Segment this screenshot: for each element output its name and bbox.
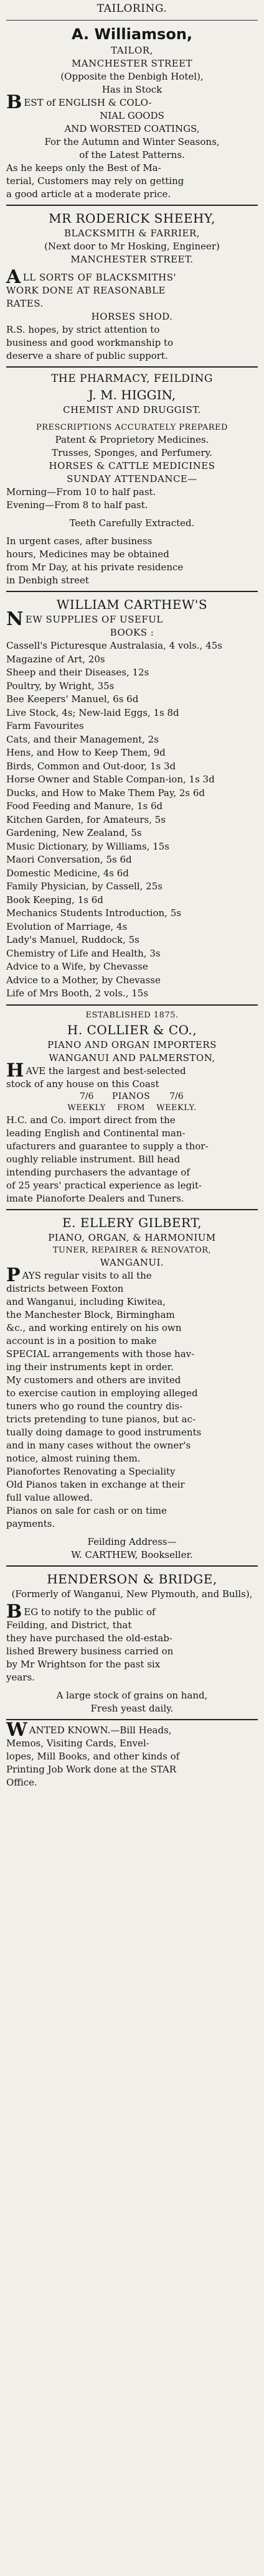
book-list-item: Lady's Manuel, Ruddock, 5s xyxy=(6,934,139,945)
ad-line: Trusses, Sponges, and Perfumery. xyxy=(52,447,212,458)
ad-body-line: to exercise caution in employing alleged xyxy=(6,1387,198,1399)
ad-body: Feilding, and District, that xyxy=(6,1619,132,1631)
trade-title: TAILOR, xyxy=(111,45,153,56)
ad-line: BEST of ENGLISH & COLO- xyxy=(6,91,152,113)
trade-title: PIANO, ORGAN, & HARMONIUM xyxy=(48,1231,216,1243)
section-header: THE PHARMACY, FEILDING xyxy=(51,373,213,385)
street-address: MANCHESTER STREET. xyxy=(70,254,194,265)
stock-intro: Has in Stock xyxy=(101,84,163,95)
stock-note: Fresh yeast daily. xyxy=(90,1702,174,1714)
piano-importer-advert xyxy=(6,1009,258,1205)
ad-body: leading English and Continental man- xyxy=(6,1127,186,1139)
book-list-item: Advice to a Mother, by Chevasse xyxy=(6,974,161,986)
ad-line: stock of any house on this Coast xyxy=(6,1078,159,1090)
advertiser-name: A. Williamson, xyxy=(71,25,193,43)
ad-note: In urgent cases, after business xyxy=(6,535,153,547)
blacksmith-advert xyxy=(6,210,258,363)
ad-body-line: Old Pianos taken in exchange at their xyxy=(6,1478,185,1490)
ad-body-line: account is in a position to make xyxy=(6,1335,157,1346)
book-list-item: Ducks, and How to Make Them Pay, 2s 6d xyxy=(6,787,205,799)
advertiser-name: J. M. HIGGIN, xyxy=(88,387,176,402)
agent-name: W. CARTHEW, Bookseller. xyxy=(71,1549,193,1560)
book-list-item: Cats, and their Management, 2s xyxy=(6,733,159,745)
ad-body-line: payments. xyxy=(6,1517,55,1529)
stock-note: A large stock of grains on hand, xyxy=(56,1689,208,1701)
book-list-item: Music Dictionary, by Williams, 15s xyxy=(6,840,169,852)
ad-body-line: Pianofortes Renovating a Speciality xyxy=(6,1465,176,1477)
ad-body-line: notice, almost ruining them. xyxy=(6,1452,141,1464)
trade-subtitle: TUNER, REPAIRER & RENOVATOR, xyxy=(52,1245,212,1255)
book-list-item: Horse Owner and Stable Compan-ion, 1s 3d xyxy=(6,774,215,785)
divider xyxy=(6,1209,258,1210)
book-list-item: Book Keeping, 1s 6d xyxy=(6,894,103,906)
pharmacy-advert xyxy=(6,371,258,587)
ad-body: oughly reliable instrument. Bill head xyxy=(6,1153,181,1165)
ad-line: NIAL GOODS xyxy=(100,110,164,121)
book-list-item: Evolution of Marriage, 4s xyxy=(6,920,128,932)
ad-body: intending purchasers the advantage of xyxy=(6,1166,190,1178)
ad-body: ufacturers and guarantee to supply a thor- xyxy=(6,1140,209,1152)
ad-line: Morning—From 10 to half past. xyxy=(6,486,156,498)
divider xyxy=(6,591,258,592)
book-list-item: Sheep and their Diseases, 12s xyxy=(6,667,149,678)
ad-body-line: the Manchester Block, Birmingham xyxy=(6,1309,175,1320)
trade-title: CHEMIST AND DRUGGIST. xyxy=(63,404,201,415)
address-note: (Next door to Mr Hosking, Engineer) xyxy=(44,241,220,252)
ad-headline: BOOKS : xyxy=(110,627,154,638)
ad-line: HORSES & CATTLE MEDICINES xyxy=(49,460,215,471)
ad-body-line: and in many cases without the owner's xyxy=(6,1439,191,1451)
book-list xyxy=(6,639,258,1001)
advertiser-name: WILLIAM CARTHEW'S xyxy=(56,597,208,612)
trade-title: BLACKSMITH & FARRIER, xyxy=(64,228,200,239)
ad-body-line: Pianos on sale for cash or on time xyxy=(6,1504,167,1516)
ad-body: WANTED KNOWN.—Bill Heads, xyxy=(6,1718,172,1741)
agent-address: Feilding Address— xyxy=(87,1536,177,1547)
ad-subheading: Teeth Carefully Extracted. xyxy=(69,517,195,529)
ad-note: deserve a share of public support. xyxy=(6,350,168,361)
price-box xyxy=(6,1091,258,1114)
ad-body xyxy=(6,1264,258,1531)
address-note: (Opposite the Denbigh Hotel), xyxy=(60,71,204,82)
ad-body: lopes, Mill Books, and other kinds of xyxy=(6,1750,180,1762)
ad-body: imate Pianoforte Dealers and Tuners. xyxy=(6,1192,184,1204)
book-list-item: Kitchen Garden, for Amateurs, 5s xyxy=(6,813,166,825)
book-list-item: Domestic Medicine, 4s 6d xyxy=(6,867,129,879)
ad-note: hours, Medicines may be obtained xyxy=(6,549,169,560)
advertiser-name: MR RODERICK SHEEHY, xyxy=(49,211,215,226)
ad-body-line: SPECIAL arrangements with those hav- xyxy=(6,1348,195,1360)
book-list-item: Farm Favourites xyxy=(6,720,84,731)
price-middle: PIANOS FROM xyxy=(111,1091,151,1113)
divider xyxy=(6,1565,258,1567)
price-right: 7/6 WEEKLY. xyxy=(156,1091,197,1113)
ad-body: of 25 years' practical experience as legit- xyxy=(6,1179,202,1191)
ad-body: BEG to notify to the public of xyxy=(6,1600,156,1623)
ad-subheading: HORSES SHOD. xyxy=(91,311,173,322)
ad-note: terial, Customers may rely on getting xyxy=(6,175,184,187)
piano-tuner-advert xyxy=(6,1214,258,1562)
ad-body: years. xyxy=(6,1671,35,1683)
book-list-item: Birds, Common and Out-door, 1s 3d xyxy=(6,760,176,772)
ad-body: Office. xyxy=(6,1776,37,1788)
brewery-advert xyxy=(6,1570,258,1715)
ad-body-line: tricts pretending to tune pianos, but ac- xyxy=(6,1413,196,1425)
ad-body-line: ing their instruments kept in order. xyxy=(6,1361,174,1373)
book-list-item: Advice to a Wife, by Chevasse xyxy=(6,961,148,972)
ad-body: H.C. and Co. import direct from the xyxy=(6,1114,176,1126)
ad-body: Memos, Visiting Cards, Envel- xyxy=(6,1737,149,1749)
printing-advert xyxy=(6,1718,258,1789)
divider xyxy=(6,1719,258,1720)
book-list-item: Live Stock, 4s; New-laid Eggs, 1s 8d xyxy=(6,707,179,718)
ad-body-line: My customers and others are invited xyxy=(6,1374,181,1386)
bookseller-advert xyxy=(6,596,258,1001)
advertiser-name: HENDERSON & BRIDGE, xyxy=(47,1571,217,1587)
ad-note: a good article at a moderate price. xyxy=(6,188,171,200)
ad-body: lished Brewery business carried on xyxy=(6,1645,174,1657)
divider xyxy=(6,20,258,21)
book-list-item: Gardening, New Zealand, 5s xyxy=(6,827,142,838)
formerly-note: (Formerly of Wanganui, New Plymouth, and Bulls), xyxy=(11,1588,253,1600)
ad-line: Patent & Proprietory Medicines. xyxy=(55,434,209,445)
ad-body-line: districts between Foxton xyxy=(6,1282,124,1294)
divider xyxy=(6,1004,258,1006)
ad-note: business and good workmanship to xyxy=(6,337,174,348)
ad-body: Printing Job Work done at the STAR xyxy=(6,1763,177,1775)
ad-note: in Denbigh street xyxy=(6,575,89,586)
book-list-item: Hens, and How to Keep Them, 9d xyxy=(6,747,166,758)
ad-note: R.S. hopes, by strict attention to xyxy=(6,324,160,335)
price-left: 7/6 WEEKLY xyxy=(67,1091,106,1113)
divider xyxy=(6,366,258,368)
ad-line: Evening—From 8 to half past. xyxy=(6,499,148,511)
ad-line: For the Autumn and Winter Seasons, xyxy=(44,136,220,147)
trade-title: PIANO AND ORGAN IMPORTERS xyxy=(47,1039,217,1050)
ad-line: RATES. xyxy=(6,298,44,309)
street-address: WANGANUI AND PALMERSTON, xyxy=(49,1052,215,1063)
ad-line: of the Latest Patterns. xyxy=(79,149,185,160)
divider xyxy=(6,205,258,206)
advertiser-name: E. ELLERY GILBERT, xyxy=(62,1215,202,1230)
ad-body: they have purchased the old-estab- xyxy=(6,1632,172,1644)
ad-body-line: &c., and working entirely on his own xyxy=(6,1322,182,1333)
ad-line: AND WORSTED COATINGS, xyxy=(64,123,200,134)
book-list-item: Mechanics Students Introduction, 5s xyxy=(6,907,181,919)
ad-line: WORK DONE AT REASONABLE xyxy=(6,285,166,296)
ad-body-line: tually doing damage to good instruments xyxy=(6,1426,202,1438)
book-list-item: Magazine of Art, 20s xyxy=(6,653,105,665)
book-list-item: Cassell's Picturesque Australasia, 4 vols., 45s xyxy=(6,640,222,651)
ad-body-line: and Wanganui, including Kiwitea, xyxy=(6,1295,166,1307)
book-list-item: Maori Conversation, 5s 6d xyxy=(6,854,132,865)
book-list-item: Life of Mrs Booth, 2 vols., 15s xyxy=(6,988,149,999)
book-list-item: Poultry, by Wright, 35s xyxy=(6,680,115,692)
established-note: ESTABLISHED 1875. xyxy=(85,1010,179,1020)
street-address: MANCHESTER STREET xyxy=(71,58,193,69)
ad-headline: NEW SUPPLIES OF USEFUL xyxy=(6,608,163,630)
book-list-item: Bee Keepers' Manuel, 6s 6d xyxy=(6,693,139,705)
book-list-item: Chemistry of Life and Health, 3s xyxy=(6,947,161,959)
ad-line: PRESCRIPTIONS ACCURATELY PREPARED xyxy=(36,423,228,432)
book-list-item: Food Feeding and Manure, 1s 6d xyxy=(6,800,163,812)
ad-body-line: tuners who go round the country dis- xyxy=(6,1400,183,1412)
ad-note: As he keeps only the Best of Ma- xyxy=(6,162,161,174)
ad-note: from Mr Day, at his private residence xyxy=(6,562,184,573)
ad-line: ALL SORTS OF BLACKSMITHS' xyxy=(6,266,177,288)
town: WANGANUI. xyxy=(100,1256,164,1268)
ad-body-line: full value allowed. xyxy=(6,1491,93,1503)
ad-body-line: PAYS regular visits to all the xyxy=(6,1264,152,1286)
ad-body: by Mr Wrightson for the past six xyxy=(6,1658,161,1670)
ad-line: HAVE the largest and best-selected xyxy=(6,1059,186,1082)
tailoring-advert xyxy=(6,1,258,201)
ad-line: SUNDAY ATTENDANCE— xyxy=(67,473,197,484)
section-header: TAILORING. xyxy=(97,2,167,15)
book-list-item: Family Physician, by Cassell, 25s xyxy=(6,881,163,892)
advertiser-name: H. COLLIER & CO., xyxy=(67,1022,197,1037)
